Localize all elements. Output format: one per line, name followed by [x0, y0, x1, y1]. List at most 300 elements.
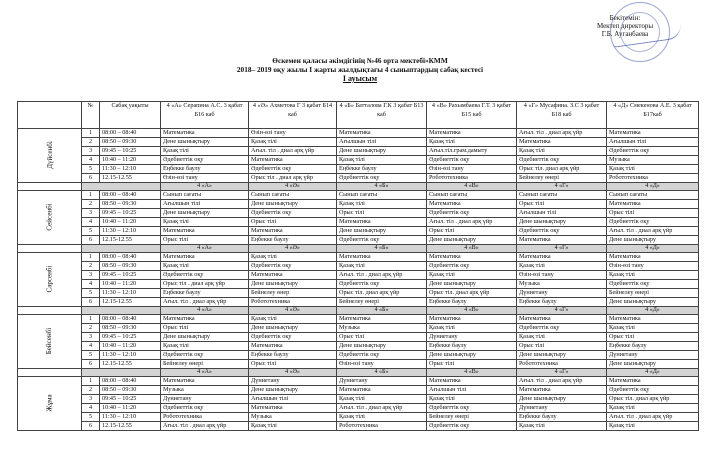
subject-cell: Сынып сағаты	[249, 191, 337, 200]
subject-cell: Робототехника	[427, 174, 517, 183]
class-band-row	[18, 245, 699, 253]
subject-cell: Әдебиеттік оқу	[161, 404, 249, 413]
table-row	[18, 377, 699, 386]
lesson-number: 2	[82, 200, 100, 209]
lesson-number: 2	[82, 262, 100, 271]
subject-cell: Қазақ тілі	[249, 253, 337, 262]
day-name: Бейсенбі	[45, 327, 54, 355]
subject-cell: Әдебиеттік оқу	[337, 236, 427, 245]
lesson-number: 1	[82, 129, 100, 138]
lesson-time: 11:30 – 12:10	[100, 165, 161, 174]
subject-cell: Орыс тілі	[607, 333, 699, 342]
band-blank-cell	[82, 183, 161, 191]
subject-cell: Ағыл. тіл . диал арқ үйр	[427, 218, 517, 227]
title-line-1: Өскемен қаласы әкімдігінің №46 орта мектебі»КММ	[272, 56, 448, 65]
subject-cell: Ағыл. тіл . диал арқ үйр	[249, 147, 337, 156]
subject-cell: Математика	[337, 218, 427, 227]
subject-cell: Дүниетану	[607, 351, 699, 360]
table-header-row	[18, 102, 699, 129]
subject-cell: Ағыл.тіл.грам.дамыту	[427, 147, 517, 156]
subject-cell: Дүниетану	[161, 395, 249, 404]
subject-cell: Ағыл. тіл . диал арқ үйр	[161, 422, 249, 431]
lesson-time: 12.15-12.55	[100, 174, 161, 183]
subject-cell: Өзін-өзі тану	[517, 271, 607, 280]
subject-cell: Дене шынықтыру	[249, 280, 337, 289]
subject-cell: Математика	[337, 253, 427, 262]
subject-cell: Еңбекке баулу	[337, 165, 427, 174]
subject-cell: Қазақ тілі	[427, 138, 517, 147]
table-row	[18, 298, 699, 307]
subject-cell: Ағыл. тіл . диал арқ үйр	[607, 227, 699, 236]
subject-cell: Математика	[517, 253, 607, 262]
subject-cell: Математика	[161, 129, 249, 138]
subject-cell: Робототехника	[161, 413, 249, 422]
subject-cell: Робототехника	[337, 422, 427, 431]
subject-cell: Қазақ тілі	[337, 200, 427, 209]
band-class-label: 4 «Г»	[517, 183, 607, 191]
subject-cell: Математика	[517, 236, 607, 245]
subject-cell: Орыс тіл. диал арқ үйр	[607, 395, 699, 404]
subject-cell: Қазақ тілі	[161, 262, 249, 271]
band-class-label: 4 «В»	[427, 369, 517, 377]
subject-cell: Әдебиеттік оқу	[427, 209, 517, 218]
subject-cell: Математика	[607, 200, 699, 209]
subject-cell: Қазақ тілі	[607, 324, 699, 333]
table-row	[18, 156, 699, 165]
lesson-time: 08:50 – 09:30	[100, 200, 161, 209]
subject-cell: Математика	[427, 129, 517, 138]
subject-cell: Әдебиеттік оқу	[607, 280, 699, 289]
lesson-time: 12.15-12.55	[100, 360, 161, 369]
subject-cell: Орыс тіл. диал арқ үйр	[427, 289, 517, 298]
subject-cell: Орыс тіл. диал арқ үйр	[337, 289, 427, 298]
table-row	[18, 174, 699, 183]
subject-cell: Ағылшын тілі	[249, 395, 337, 404]
subject-cell: Робототехника	[607, 174, 699, 183]
band-class-label: 4 «Г»	[517, 369, 607, 377]
lesson-number: 5	[82, 227, 100, 236]
subject-cell: Математика	[607, 129, 699, 138]
band-class-label: 4 «Ә»	[249, 183, 337, 191]
subject-cell: Қазақ тілі	[161, 218, 249, 227]
lesson-time: 11:30 – 12:10	[100, 289, 161, 298]
subject-cell: Қазақ тілі	[249, 422, 337, 431]
day-name-cell	[18, 253, 82, 307]
subject-cell: Еңбекке баулу	[249, 351, 337, 360]
subject-cell: Қазақ тілі	[249, 315, 337, 324]
subject-cell: Еңбекке баулу	[249, 236, 337, 245]
lesson-time: 08:50 – 09:30	[100, 262, 161, 271]
subject-cell: Әдебиеттік оқу	[517, 324, 607, 333]
table-row	[18, 227, 699, 236]
subject-cell: Өзін-өзі тану	[427, 165, 517, 174]
subject-cell: Математика	[427, 315, 517, 324]
subject-cell: Сынып сағаты	[161, 191, 249, 200]
subject-cell: Сынып сағаты	[517, 191, 607, 200]
subject-cell: Орыс тіл . диал арқ үйр	[161, 280, 249, 289]
subject-cell: Қазақ тілі	[607, 422, 699, 431]
day-name-cell	[18, 191, 82, 245]
subject-cell: Өзін-өзі тану	[607, 262, 699, 271]
subject-cell: Әдебиеттік оқу	[337, 174, 427, 183]
band-day-cell	[18, 245, 82, 253]
lesson-time: 09:45 – 10:25	[100, 147, 161, 156]
subject-cell: Ағылшын тілі	[161, 200, 249, 209]
lesson-number: 5	[82, 289, 100, 298]
band-class-label: 4 «В»	[427, 245, 517, 253]
band-class-label: 4 «Ә»	[249, 245, 337, 253]
subject-cell: Қазақ тілі	[337, 395, 427, 404]
lesson-number: 3	[82, 209, 100, 218]
subject-cell: Ағыл. тіл . диал арқ үйр	[607, 413, 699, 422]
subject-cell: Математика	[607, 253, 699, 262]
subject-cell: Орыс тілі	[517, 342, 607, 351]
day-name: Жұма	[45, 394, 54, 412]
subject-cell: Математика	[427, 253, 517, 262]
schedule-body	[18, 129, 699, 431]
subject-cell: Дене шынықтыру	[337, 342, 427, 351]
subject-cell: Әдебиеттік оқу	[249, 165, 337, 174]
subject-cell: Әдебиеттік оқу	[607, 386, 699, 395]
lesson-time: 09:45 – 10:25	[100, 271, 161, 280]
class-band-row	[18, 369, 699, 377]
document-title	[0, 56, 720, 83]
band-blank-cell	[82, 245, 161, 253]
subject-cell: Әдебиеттік оқу	[249, 262, 337, 271]
lesson-time: 08:00 – 08:40	[100, 191, 161, 200]
subject-cell: Еңбекке баулу	[161, 289, 249, 298]
day-name: Дүйсенбі	[45, 141, 54, 169]
subject-cell: Музыка	[337, 324, 427, 333]
lesson-number: 3	[82, 395, 100, 404]
band-class-label: 4 «Д»	[607, 369, 699, 377]
band-class-label: 4 «Б»	[337, 183, 427, 191]
lesson-time: 08:00 – 08:40	[100, 377, 161, 386]
subject-cell: Орыс тілі	[427, 227, 517, 236]
lesson-time: 08:00 – 08:40	[100, 315, 161, 324]
subject-cell: Дене шынықтыру	[427, 236, 517, 245]
subject-cell: Сынып сағаты	[337, 191, 427, 200]
lesson-time: 10:40 – 11:20	[100, 342, 161, 351]
lesson-time: 10:40 – 11:20	[100, 404, 161, 413]
subject-cell: Әдебиеттік оқу	[607, 147, 699, 156]
lesson-number: 5	[82, 413, 100, 422]
lesson-number: 1	[82, 253, 100, 262]
subject-cell: Әдебиеттік оқу	[249, 333, 337, 342]
day-name-cell	[18, 315, 82, 369]
subject-cell: Еңбекке баулу	[517, 413, 607, 422]
subject-cell: Дене шынықтыру	[337, 147, 427, 156]
table-row	[18, 200, 699, 209]
subject-cell: Дене шынықтыру	[337, 227, 427, 236]
subject-cell: Қазақ тілі	[337, 413, 427, 422]
subject-cell: Дене шынықтыру	[607, 360, 699, 369]
lesson-time: 12.15-12.55	[100, 422, 161, 431]
table-row	[18, 413, 699, 422]
table-row	[18, 315, 699, 324]
table-row	[18, 262, 699, 271]
subject-cell: Сынып сағаты	[427, 191, 517, 200]
subject-cell: Еңбекке баулу	[161, 165, 249, 174]
table-row	[18, 351, 699, 360]
subject-cell: Өзін-өзі тану	[337, 360, 427, 369]
subject-cell: Әдебиеттік оқу	[607, 218, 699, 227]
subject-cell: Дене шынықтыру	[517, 395, 607, 404]
lesson-number: 2	[82, 138, 100, 147]
header-class: 4 «А» Серапина А.С. 3 қабат Б16 каб	[161, 102, 249, 129]
subject-cell: Математика	[517, 386, 607, 395]
subject-cell: Қазақ тілі	[607, 165, 699, 174]
subject-cell: Дене шынықтыру	[427, 351, 517, 360]
subject-cell: Орыс тілі	[337, 333, 427, 342]
table-row	[18, 253, 699, 262]
subject-cell: Еңбекке баулу	[607, 342, 699, 351]
table-row	[18, 280, 699, 289]
table-row	[18, 129, 699, 138]
subject-cell: Дене шынықтыру	[249, 200, 337, 209]
subject-cell: Математика	[161, 377, 249, 386]
lesson-number: 4	[82, 156, 100, 165]
subject-cell: Еңбекке баулу	[427, 298, 517, 307]
approval-block	[570, 14, 680, 38]
subject-cell: Математика	[249, 404, 337, 413]
band-day-cell	[18, 183, 82, 191]
lesson-number: 1	[82, 191, 100, 200]
lesson-time: 12.15-12.55	[100, 298, 161, 307]
subject-cell: Ағыл. тіл . диал арқ үйр	[337, 404, 427, 413]
subject-cell: Математика	[607, 377, 699, 386]
band-class-label: 4 «Б»	[337, 369, 427, 377]
lesson-number: 5	[82, 351, 100, 360]
subject-cell: Ағыл. тіл . диал арқ үйр	[337, 271, 427, 280]
subject-cell: Дене шынықтыру	[607, 236, 699, 245]
band-class-label: 4 «Г»	[517, 245, 607, 253]
band-class-label: 4 «Б»	[337, 245, 427, 253]
subject-cell: Музыка	[517, 280, 607, 289]
subject-cell: Қазақ тілі	[517, 422, 607, 431]
subject-cell: Қазақ тілі	[427, 271, 517, 280]
lesson-time: 09:45 – 10:25	[100, 333, 161, 342]
lesson-number: 1	[82, 315, 100, 324]
table-row	[18, 271, 699, 280]
subject-cell: Еңбекке баулу	[517, 298, 607, 307]
table-row	[18, 165, 699, 174]
lesson-number: 3	[82, 147, 100, 156]
subject-cell: Әдебиеттік оқу	[337, 280, 427, 289]
subject-cell: Әдебиеттік оқу	[517, 227, 607, 236]
subject-cell: Әдебиеттік оқу	[337, 351, 427, 360]
subject-cell: Дене шынықтыру	[161, 333, 249, 342]
subject-cell: Бейнелеу өнері	[517, 174, 607, 183]
subject-cell: Әдебиеттік оқу	[161, 351, 249, 360]
subject-cell: Ағыл. тіл . диал арқ үйр	[517, 129, 607, 138]
lesson-number: 2	[82, 324, 100, 333]
subject-cell: Математика	[161, 253, 249, 262]
subject-cell: Ағылшын тілі	[517, 209, 607, 218]
subject-cell: Робототехника	[517, 360, 607, 369]
lesson-time: 08:00 – 08:40	[100, 129, 161, 138]
subject-cell: Робототехника	[249, 298, 337, 307]
class-band-row	[18, 183, 699, 191]
subject-cell: Қазақ тілі	[517, 262, 607, 271]
band-day-cell	[18, 369, 82, 377]
lesson-time: 11:30 – 12:10	[100, 227, 161, 236]
subject-cell: Музыка	[249, 413, 337, 422]
day-name-cell	[18, 129, 82, 183]
lesson-time: 12.15-12.55	[100, 236, 161, 245]
lesson-time: 11:30 – 12:10	[100, 351, 161, 360]
band-class-label: 4 «Д»	[607, 307, 699, 315]
subject-cell: Дене шынықтыру	[249, 324, 337, 333]
subject-cell: Әдебиеттік оқу	[161, 156, 249, 165]
subject-cell: Дүниетану	[517, 404, 607, 413]
day-name-cell	[18, 377, 82, 431]
table-row	[18, 333, 699, 342]
subject-cell: Қазақ тілі	[427, 395, 517, 404]
subject-cell: Ағылшын тілі	[427, 386, 517, 395]
subject-cell: Дене шынықтыру	[607, 298, 699, 307]
subject-cell: Орыс тілі	[337, 209, 427, 218]
lesson-number: 6	[82, 360, 100, 369]
subject-cell: Дене шынықтыру	[517, 218, 607, 227]
subject-cell: Математика	[249, 227, 337, 236]
table-row	[18, 342, 699, 351]
title-line-3: І ауысым	[342, 74, 378, 83]
subject-cell: Бейнелеу өнері	[161, 360, 249, 369]
lesson-number: 5	[82, 165, 100, 174]
lesson-number: 4	[82, 342, 100, 351]
subject-cell: Дене шынықтыру	[161, 138, 249, 147]
lesson-time: 11:30 – 12:10	[100, 413, 161, 422]
subject-cell: Әдебиеттік оқу	[427, 404, 517, 413]
band-class-label: 4 «Д»	[607, 183, 699, 191]
approval-line-1: Бекітемін:	[609, 14, 641, 22]
band-class-label: 4 «Ә»	[249, 369, 337, 377]
subject-cell: Қазақ тілі	[249, 138, 337, 147]
band-day-cell	[18, 307, 82, 315]
subject-cell: Өзін-өзі тану	[249, 129, 337, 138]
table-row	[18, 138, 699, 147]
lesson-time: 08:50 – 09:30	[100, 138, 161, 147]
table-row	[18, 218, 699, 227]
band-blank-cell	[82, 369, 161, 377]
subject-cell: Орыс тілі	[517, 200, 607, 209]
lesson-number: 6	[82, 174, 100, 183]
subject-cell: Дене шынықтыру	[517, 351, 607, 360]
subject-cell: Дүниетану	[249, 377, 337, 386]
subject-cell: Бейнелеу өнері	[607, 289, 699, 298]
lesson-number: 6	[82, 422, 100, 431]
subject-cell: Қазақ тілі	[161, 147, 249, 156]
subject-cell: Математика	[161, 315, 249, 324]
subject-cell: Дене шынықтыру	[427, 280, 517, 289]
subject-cell: Математика	[161, 227, 249, 236]
header-day-cell	[18, 102, 82, 129]
subject-cell: Математика	[427, 200, 517, 209]
day-name: Сейсенбі	[45, 203, 54, 231]
lesson-number: 3	[82, 333, 100, 342]
lesson-time: 09:45 – 10:25	[100, 209, 161, 218]
lesson-time: 10:40 – 11:20	[100, 156, 161, 165]
subject-cell: Математика	[249, 156, 337, 165]
lesson-time: 08:00 – 08:40	[100, 253, 161, 262]
header-class: 4 «В» Рахымбаева Г.Т. 3 қабат Б15 каб	[427, 102, 517, 129]
subject-cell: Еңбекке баулу	[427, 342, 517, 351]
table-row	[18, 395, 699, 404]
band-class-label: 4 «А»	[161, 307, 249, 315]
table-row	[18, 386, 699, 395]
day-name: Сәрсенбі	[45, 265, 54, 293]
subject-cell: Әдебиеттік оқу	[427, 422, 517, 431]
subject-cell: Орыс тіл. диал арқ үйр	[517, 165, 607, 174]
subject-cell: Бейнелеу өнері	[337, 298, 427, 307]
title-line-2: 2018– 2019 оқу жылы І жарты жылдықтағы 4 сыныптардың сабақ кестесі	[236, 65, 484, 74]
table-row	[18, 191, 699, 200]
approval-line-3: Г.Б. Ауганбаева	[601, 30, 649, 38]
lesson-number: 3	[82, 271, 100, 280]
subject-cell: Қазақ тілі	[607, 271, 699, 280]
subject-cell: Орыс тілі	[427, 360, 517, 369]
subject-cell: Қазақ тілі	[427, 324, 517, 333]
header-time: Сабақ уақыты	[100, 102, 161, 129]
subject-cell: Қазақ тілі	[517, 147, 607, 156]
table-row	[18, 404, 699, 413]
subject-cell: Әдебиеттік оқу	[427, 262, 517, 271]
table-row	[18, 147, 699, 156]
band-class-label: 4 «В»	[427, 307, 517, 315]
lesson-time: 10:40 – 11:20	[100, 218, 161, 227]
subject-cell: Дүниетану	[517, 289, 607, 298]
subject-cell: Әдебиеттік оқу	[249, 209, 337, 218]
lesson-number: 4	[82, 404, 100, 413]
subject-cell: Математика	[517, 315, 607, 324]
class-band-row	[18, 307, 699, 315]
table-row	[18, 289, 699, 298]
header-num: №	[82, 102, 100, 129]
subject-cell: Орыс тілі	[161, 236, 249, 245]
lesson-time: 08:50 – 09:30	[100, 386, 161, 395]
subject-cell: Математика	[249, 342, 337, 351]
subject-cell: Математика	[337, 129, 427, 138]
band-class-label: 4 «Ә»	[249, 307, 337, 315]
subject-cell: Орыс тілі	[249, 218, 337, 227]
subject-cell: Дүниетану	[427, 333, 517, 342]
subject-cell: Математика	[337, 386, 427, 395]
lesson-number: 6	[82, 236, 100, 245]
header-class: 4 «Ә» Ахметова Г 3 қабат Б14 каб	[249, 102, 337, 129]
subject-cell: Қазақ тілі	[337, 262, 427, 271]
lesson-number: 2	[82, 386, 100, 395]
schedule-table	[17, 101, 699, 431]
subject-cell: Бейнелеу өнері	[427, 413, 517, 422]
subject-cell: Қазақ тілі	[337, 156, 427, 165]
subject-cell: Дене шынықтыру	[161, 209, 249, 218]
subject-cell: Орыс тілі	[161, 324, 249, 333]
approval-line-2: Мектеп директоры	[596, 22, 654, 30]
lesson-time: 09:45 – 10:25	[100, 395, 161, 404]
subject-cell: Бейнелеу өнер	[249, 289, 337, 298]
table-row	[18, 209, 699, 218]
lesson-time: 08:50 – 09:30	[100, 324, 161, 333]
band-class-label: 4 «Д»	[607, 245, 699, 253]
band-class-label: 4 «А»	[161, 369, 249, 377]
subject-cell: Музыка	[607, 156, 699, 165]
table-row	[18, 422, 699, 431]
table-row	[18, 324, 699, 333]
subject-cell: Дүниетану	[337, 377, 427, 386]
subject-cell: Қазақ тілі	[161, 342, 249, 351]
subject-cell: Әдебиеттік оқу	[517, 156, 607, 165]
